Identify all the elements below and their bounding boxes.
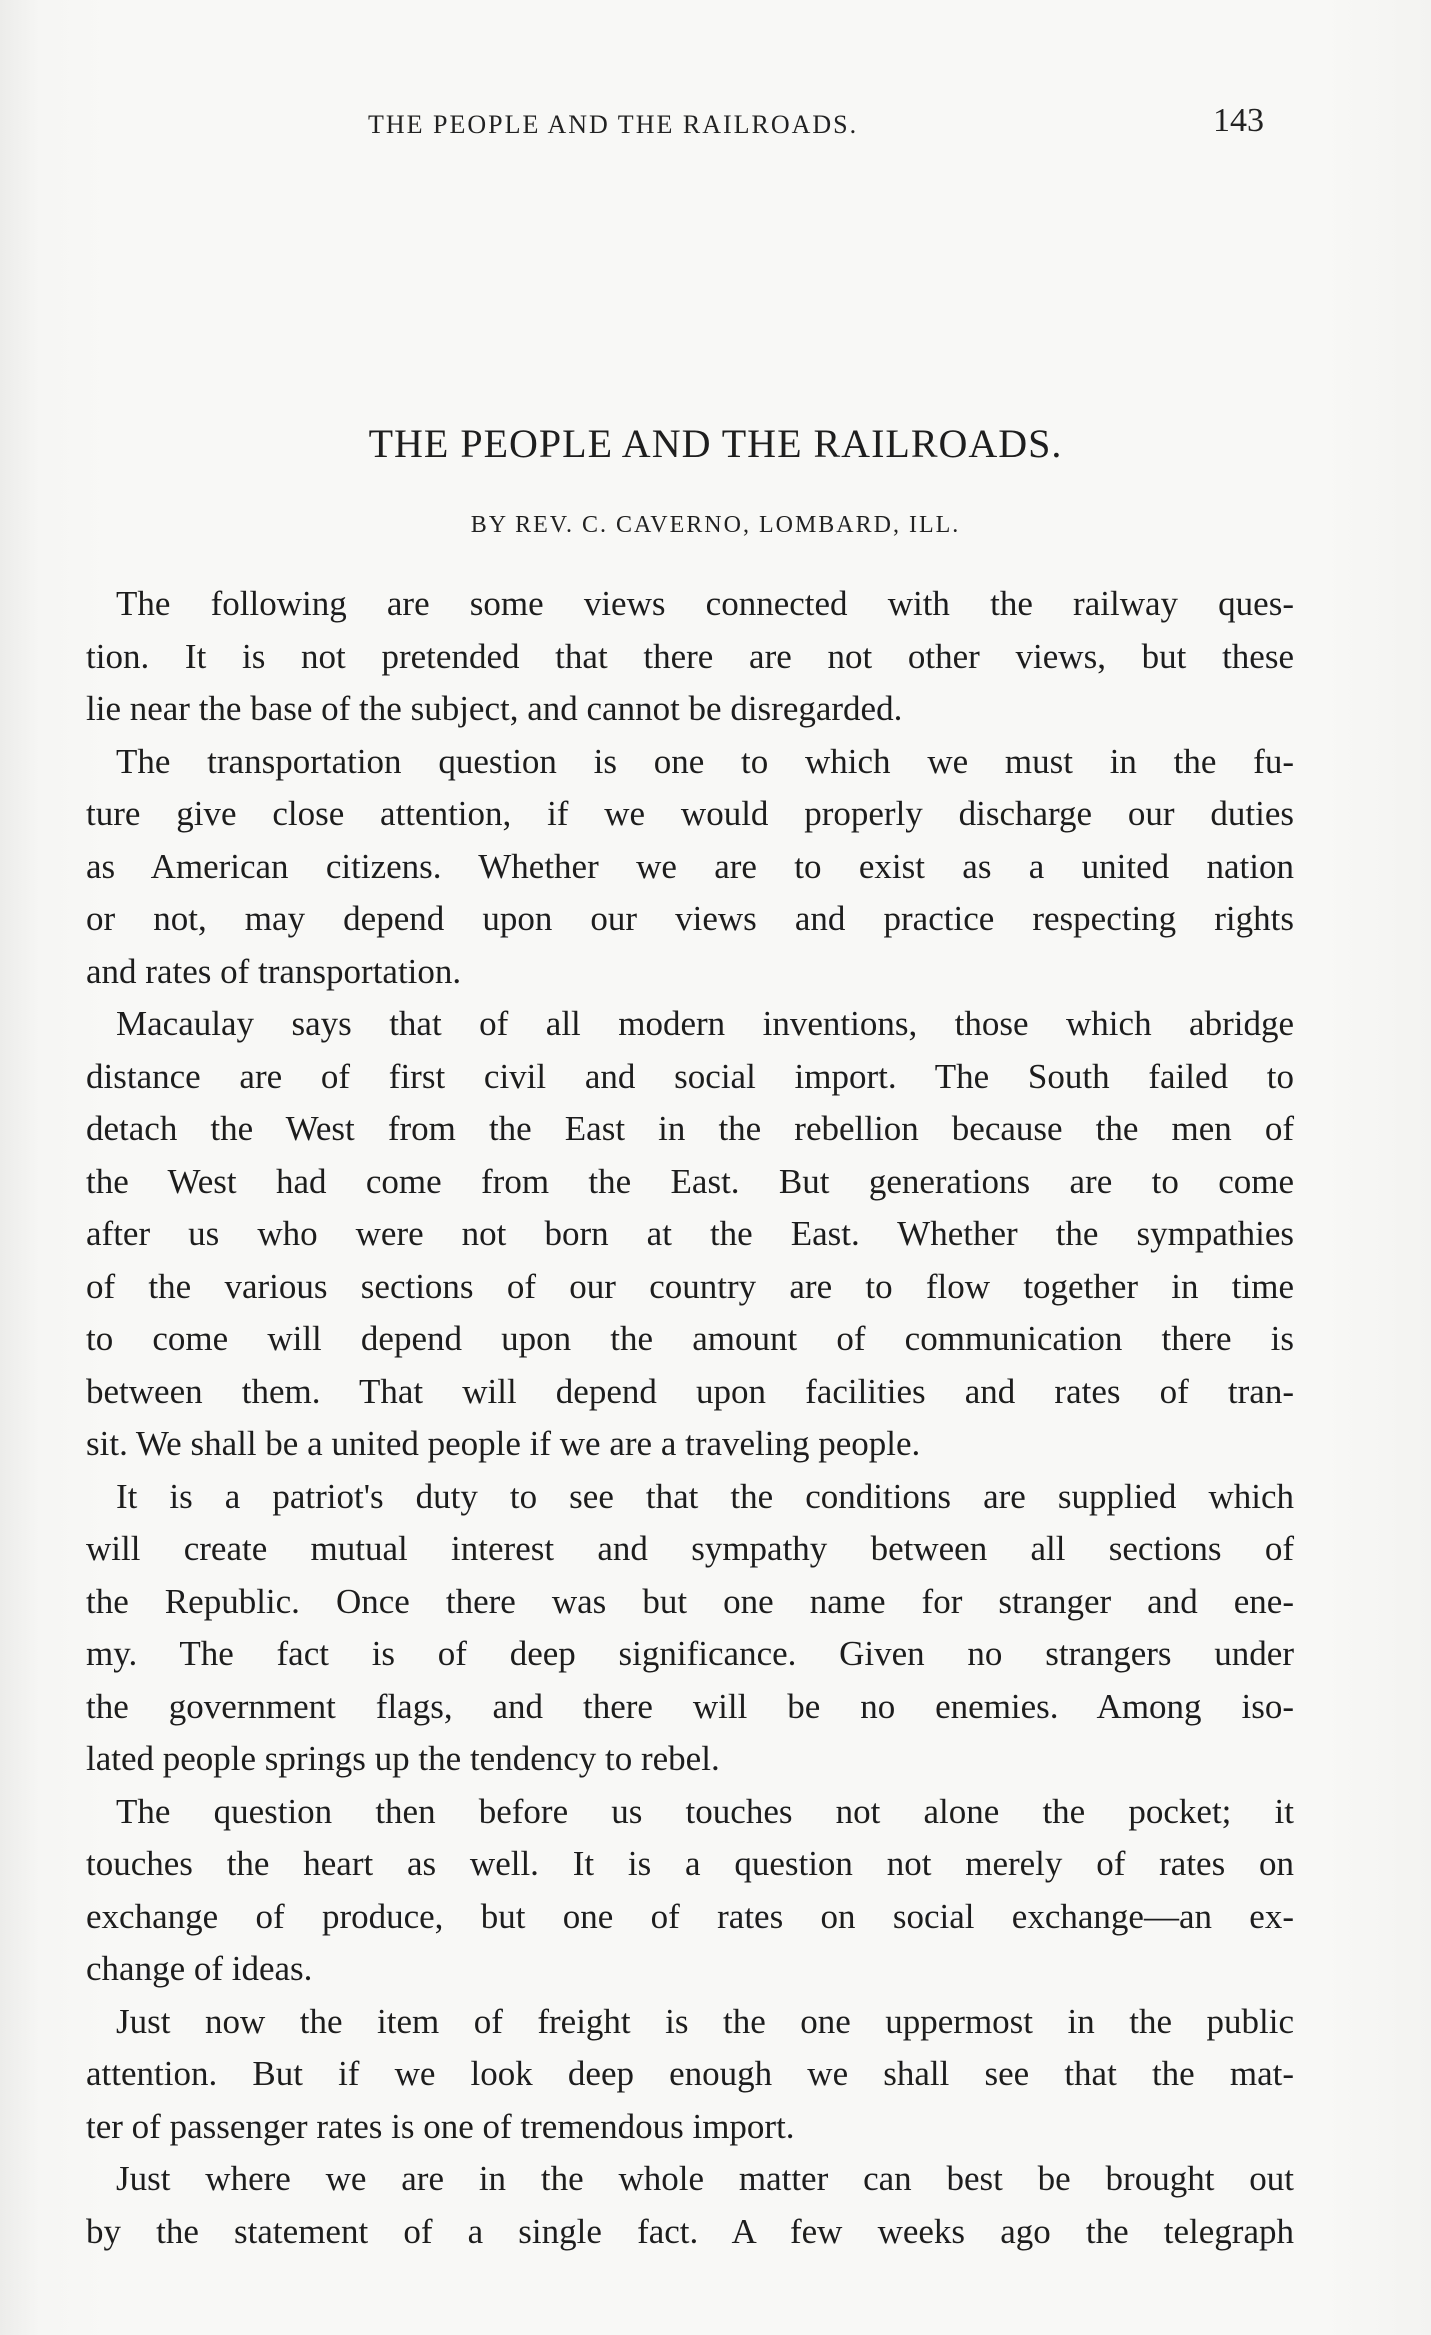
text-line: of the various sections of our country are to flow together in time <box>86 1266 1294 1306</box>
text-line: The transportation question is one to which we must in the fu- <box>116 741 1294 781</box>
text-line: lie near the base of the subject, and cannot be disregarded. <box>86 689 903 728</box>
text-line: between them. That will depend upon facilities and rates of tran- <box>86 1371 1294 1411</box>
text-line: the Republic. Once there was but one name for stranger and ene- <box>86 1581 1294 1621</box>
text-line: change of ideas. <box>86 1949 313 1988</box>
text-line: lated people springs up the tendency to rebel. <box>86 1739 720 1778</box>
body-text <box>86 578 1294 2258</box>
text-line: the West had come from the East. But generations are to come <box>86 1161 1294 1201</box>
text-line: touches the heart as well. It is a question not merely of rates on <box>86 1844 1294 1883</box>
text-line: tion. It is not pretended that there are not other views, but these <box>86 636 1294 676</box>
text-line: Just now the item of freight is the one uppermost in the public <box>116 2001 1294 2041</box>
text-line: to come will depend upon the amount of communication there is <box>86 1319 1294 1358</box>
text-line: The following are some views connected with the railway ques- <box>116 584 1294 623</box>
text-line: Just where we are in the whole matter can best be brought out <box>116 2159 1294 2198</box>
running-head: THE PEOPLE AND THE RAILROADS. <box>368 110 859 139</box>
text-line: It is a patriot's duty to see that the conditions are supplied which <box>116 1476 1294 1516</box>
text-line: the government flags, and there will be no enemies. Among iso- <box>86 1686 1294 1726</box>
article-title: THE PEOPLE AND THE RAILROADS. <box>368 421 1063 466</box>
text-line: as American citizens. Whether we are to exist as a united nation <box>86 846 1294 886</box>
text-line: by the statement of a single fact. A few weeks ago the telegraph <box>86 2211 1294 2251</box>
text-line: exchange of produce, but one of rates on social exchange—an ex- <box>86 1896 1294 1936</box>
text-line: attention. But if we look deep enough we shall see that the mat- <box>86 2054 1294 2093</box>
byline: BY REV. C. CAVERNO, LOMBARD, ILL. <box>470 512 961 538</box>
text-line: ture give close attention, if we would properly discharge our duties <box>86 794 1294 833</box>
text-line: or not, may depend upon our views and practice respecting rights <box>86 899 1294 938</box>
text-line: my. The fact is of deep significance. Given no strangers under <box>86 1634 1294 1673</box>
page-number: 143 <box>1213 102 1264 139</box>
text-line: sit. We shall be a united people if we are a traveling people. <box>86 1424 921 1463</box>
text-line: Macaulay says that of all modern inventions, those which abridge <box>116 1004 1294 1043</box>
text-line: The question then before us touches not alone the pocket; it <box>116 1791 1294 1831</box>
text-line: distance are of first civil and social import. The South failed to <box>86 1056 1294 1096</box>
text-line: and rates of transportation. <box>86 951 462 991</box>
text-line: detach the West from the East in the rebellion because the men of <box>86 1109 1294 1148</box>
text-line: will create mutual interest and sympathy between all sections of <box>86 1529 1294 1568</box>
text-line: ter of passenger rates is one of tremendous import. <box>86 2106 795 2146</box>
text-line: after us who were not born at the East. Whether the sympathies <box>86 1214 1294 1253</box>
